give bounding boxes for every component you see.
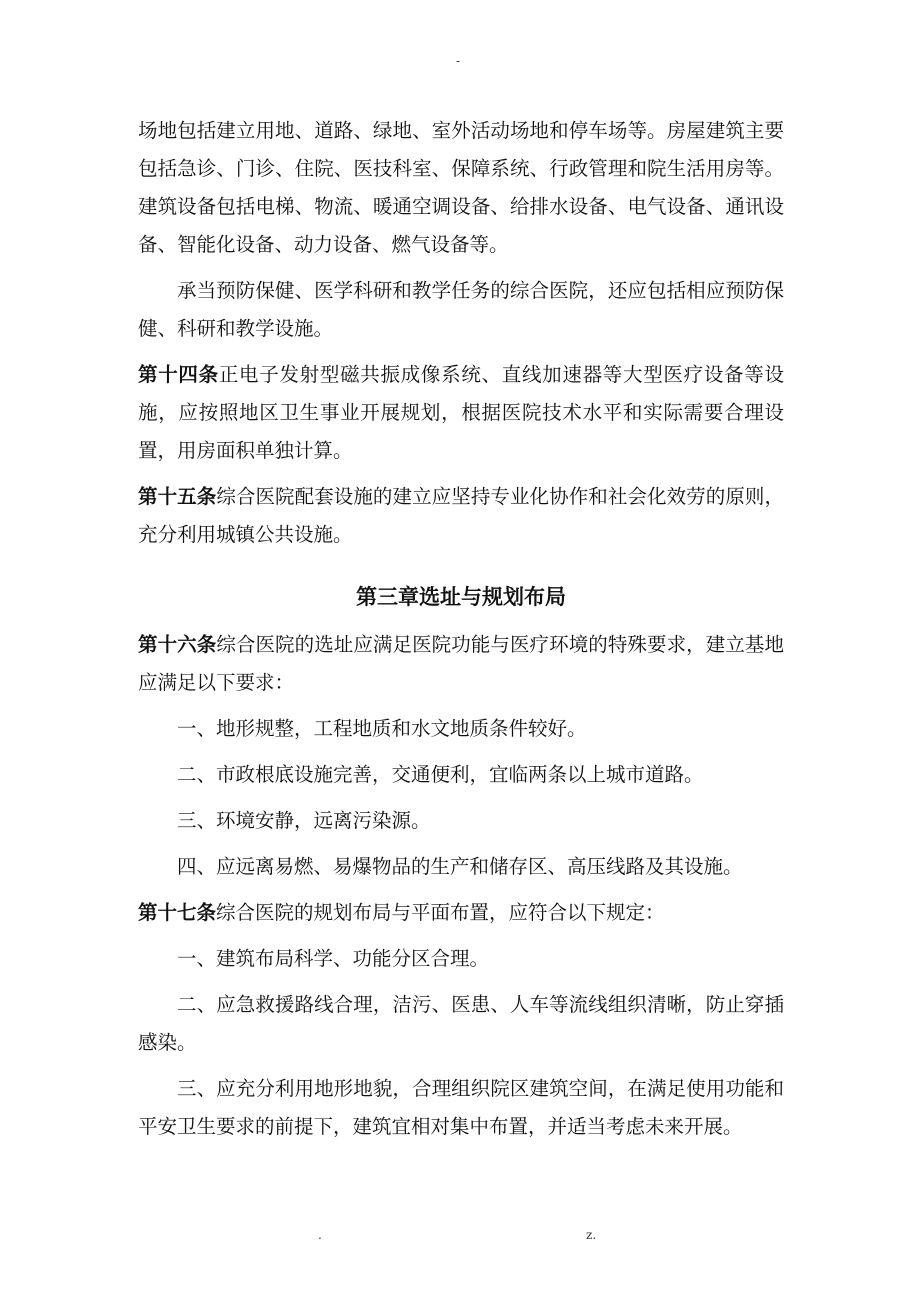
article-17-item: 三、应充分利用地形地貌，合理组织院区建筑空间，在满足使用功能和平安卫生要求的前提下，建筑宜相对集中布置，并适当考虑未来开展。 [138, 1077, 784, 1138]
paragraph-prevention-facilities: 承当预防保健、医学科研和教学任务的综合医院，还应包括相应预防保健、科研和教学设施。 [138, 279, 784, 340]
article-15-lead: 第十五条 [138, 485, 217, 508]
footer-right-mark: z. [586, 1228, 597, 1242]
article-14-text: 正电子发射型磁共振成像系统、直线加速器等大型医疗设备等设施，应按照地区卫生事业开展规划，根据医院技术水平和实际需要合理设置，用房面积单独计算。 [138, 363, 784, 462]
chapter-title: 第三章选址与规划布局 [356, 584, 566, 609]
article-14-lead: 第十四条 [138, 363, 219, 386]
article-16-item: 二、市政根底设施完善，交通便利，宜临两条以上城市道路。 [177, 763, 704, 786]
paragraph-site-composition: 场地包括建立用地、道路、绿地、室外活动场地和停车场等。房屋建筑主要包括急诊、门诊、住院、医技科室、保障系统、行政管理和院生活用房等。建筑设备包括电梯、物流、暖通空调设备、给排水设备、电气设备、通讯设备、智能化设备、动力设备、燃气设备等。 [138, 119, 784, 256]
article-15 [138, 478, 784, 554]
article-16-item: 三、环境安静，远离污染源。 [177, 809, 431, 832]
article-17 [138, 894, 784, 932]
article-17-lead: 第十七条 [138, 901, 217, 924]
article-14 [138, 356, 784, 470]
article-16-text: 综合医院的选址应满足医院功能与医疗环境的特殊要求，建立基地应满足以下要求： [138, 633, 784, 694]
article-15-text: 综合医院配套设施的建立应坚持专业化协作和社会化效劳的原则，充分利用城镇公共设施。 [138, 485, 784, 546]
article-17-item: 二、应急救援路线合理，洁污、医患、人车等流线组织清晰，防止穿插感染。 [138, 993, 784, 1054]
article-16 [138, 626, 784, 702]
header-mark: - [456, 54, 461, 68]
article-17-text: 综合医院的规划布局与平面布置，应符合以下规定： [216, 901, 665, 924]
article-17-item: 一、建筑布局科学、功能分区合理。 [177, 947, 490, 970]
footer-left-mark: . [318, 1228, 322, 1242]
article-16-item: 四、应远离易燃、易爆物品的生产和储存区、高压线路及其设施。 [177, 855, 743, 878]
article-16-lead: 第十六条 [138, 633, 217, 656]
article-16-item: 一、地形规整，工程地质和水文地质条件较好。 [177, 717, 587, 740]
document-body [138, 112, 784, 1154]
